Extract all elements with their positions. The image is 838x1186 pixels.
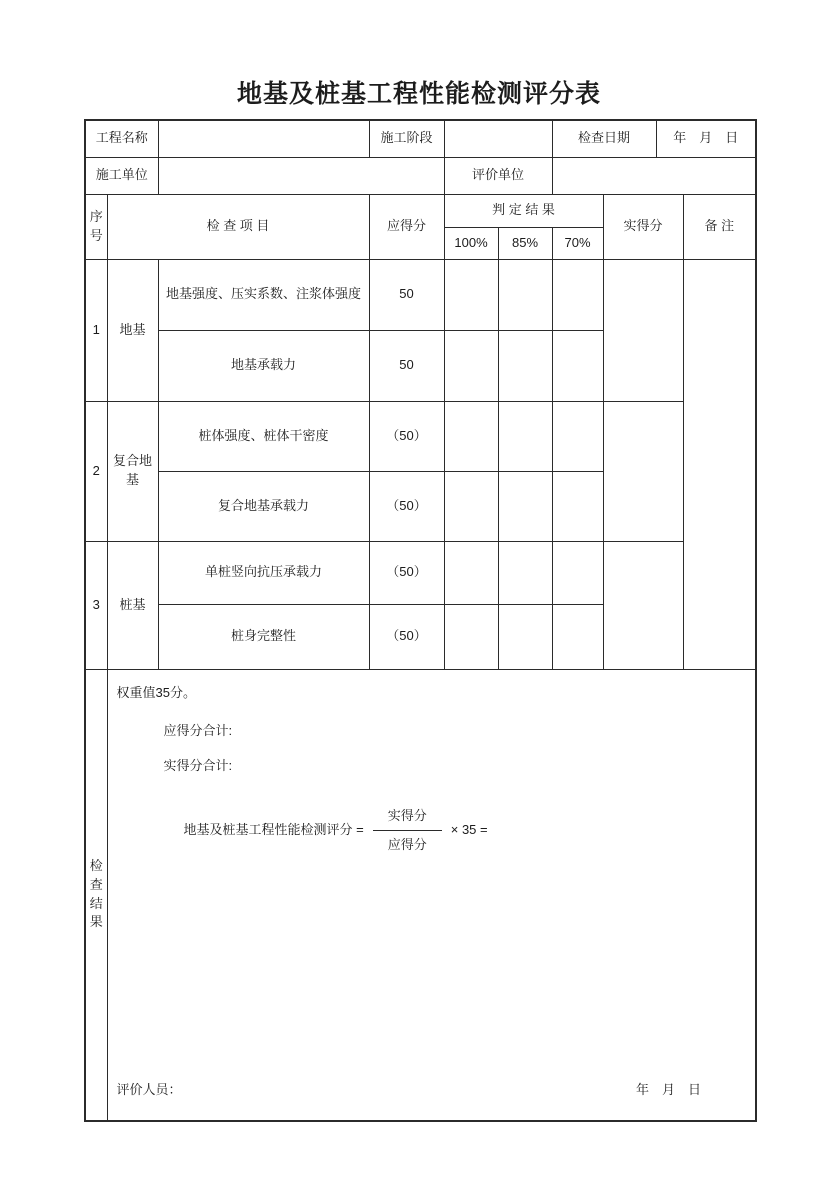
row3-seq: 3	[85, 541, 107, 669]
weight-note: 权重值35分。	[116, 684, 196, 700]
actual-total-label: 实得分合计:	[163, 757, 233, 773]
judgement-cell-100[interactable]	[444, 259, 498, 330]
row1-item2-name: 地基承载力	[158, 330, 369, 401]
row2-seq: 2	[85, 401, 107, 541]
judgement-cell-85[interactable]	[498, 330, 552, 401]
due-total-label: 应得分合计:	[163, 722, 233, 738]
header-level-70: 70%	[552, 227, 603, 259]
result-content-cell[interactable]	[107, 669, 756, 1121]
judgement-cell-85[interactable]	[498, 604, 552, 669]
judgement-cell-85[interactable]	[498, 541, 552, 604]
judgement-cell-100[interactable]	[444, 541, 498, 604]
builder-value-cell[interactable]	[158, 157, 444, 194]
row3-category: 桩基	[107, 541, 158, 669]
row1-item1-due: 50	[369, 259, 444, 330]
builder-label: 施工单位	[85, 157, 158, 194]
sign-date: 年 月 日	[636, 1081, 702, 1097]
judgement-cell-70[interactable]	[552, 401, 603, 471]
score-table	[84, 119, 757, 1122]
judgement-cell-70[interactable]	[552, 541, 603, 604]
evaluation-unit-label: 评价单位	[444, 157, 552, 194]
header-remark: 备 注	[683, 194, 756, 259]
judgement-cell-70[interactable]	[552, 330, 603, 401]
row1-item2-due: 50	[369, 330, 444, 401]
row1-seq: 1	[85, 259, 107, 401]
check-date-label: 检查日期	[552, 120, 656, 157]
row3-item1-due: （50）	[369, 541, 444, 604]
info-row-2	[85, 157, 756, 194]
row3-item2-due: （50）	[369, 604, 444, 669]
row3-item1-name: 单桩竖向抗压承载力	[158, 541, 369, 604]
judgement-cell-85[interactable]	[498, 401, 552, 471]
check-date-value[interactable]: 年 月 日	[656, 120, 756, 157]
result-row	[85, 669, 756, 1121]
judgement-cell-100[interactable]	[444, 330, 498, 401]
row2-item1-name: 桩体强度、桩体干密度	[158, 401, 369, 471]
project-name-label: 工程名称	[85, 120, 158, 157]
header-judgement: 判 定 结 果	[444, 194, 603, 227]
actual-score-cell[interactable]	[603, 259, 683, 401]
judgement-cell-70[interactable]	[552, 604, 603, 669]
table-row	[85, 541, 756, 604]
result-body	[110, 670, 754, 1120]
row2-category: 复合地基	[107, 401, 158, 541]
judgement-cell-70[interactable]	[552, 471, 603, 541]
fraction-numerator: 实得分	[373, 807, 442, 832]
judgement-cell-100[interactable]	[444, 471, 498, 541]
remark-cell[interactable]	[683, 259, 756, 669]
header-level-85: 85%	[498, 227, 552, 259]
row1-category: 地基	[107, 259, 158, 401]
judgement-cell-85[interactable]	[498, 259, 552, 330]
row2-item2-due: （50）	[369, 471, 444, 541]
row1-item1-name: 地基强度、压实系数、注浆体强度	[158, 259, 369, 330]
result-section-label: 检查结果	[85, 669, 107, 1121]
row3-item2-name: 桩身完整性	[158, 604, 369, 669]
fraction-denominator: 应得分	[387, 837, 427, 853]
actual-score-cell[interactable]	[603, 401, 683, 541]
score-formula	[184, 807, 488, 856]
info-row-1	[85, 120, 756, 157]
formula-suffix: × 35 =	[450, 822, 488, 838]
page-title: 地基及桩基工程性能检测评分表	[236, 80, 601, 108]
table-row	[85, 401, 756, 471]
judgement-cell-85[interactable]	[498, 471, 552, 541]
judgement-cell-100[interactable]	[444, 401, 498, 471]
header-actual-score: 实得分	[603, 194, 683, 259]
project-name-value-cell[interactable]	[158, 120, 369, 157]
phase-value-cell[interactable]	[444, 120, 552, 157]
phase-label: 施工阶段	[369, 120, 444, 157]
row2-item1-due: （50）	[369, 401, 444, 471]
evaluation-unit-value-cell[interactable]	[552, 157, 756, 194]
header-seq: 序号	[85, 194, 107, 259]
judgement-cell-70[interactable]	[552, 259, 603, 330]
header-due-score: 应得分	[369, 194, 444, 259]
judgement-cell-100[interactable]	[444, 604, 498, 669]
formula-prefix: 地基及桩基工程性能检测评分 =	[183, 822, 364, 838]
evaluator-label: 评价人员：	[116, 1081, 182, 1097]
table-row	[85, 259, 756, 330]
formula-fraction	[373, 807, 442, 856]
actual-score-cell[interactable]	[603, 541, 683, 669]
header-row-top	[85, 194, 756, 227]
header-level-100: 100%	[444, 227, 498, 259]
row2-item2-name: 复合地基承载力	[158, 471, 369, 541]
header-item: 检 查 项 目	[107, 194, 369, 259]
